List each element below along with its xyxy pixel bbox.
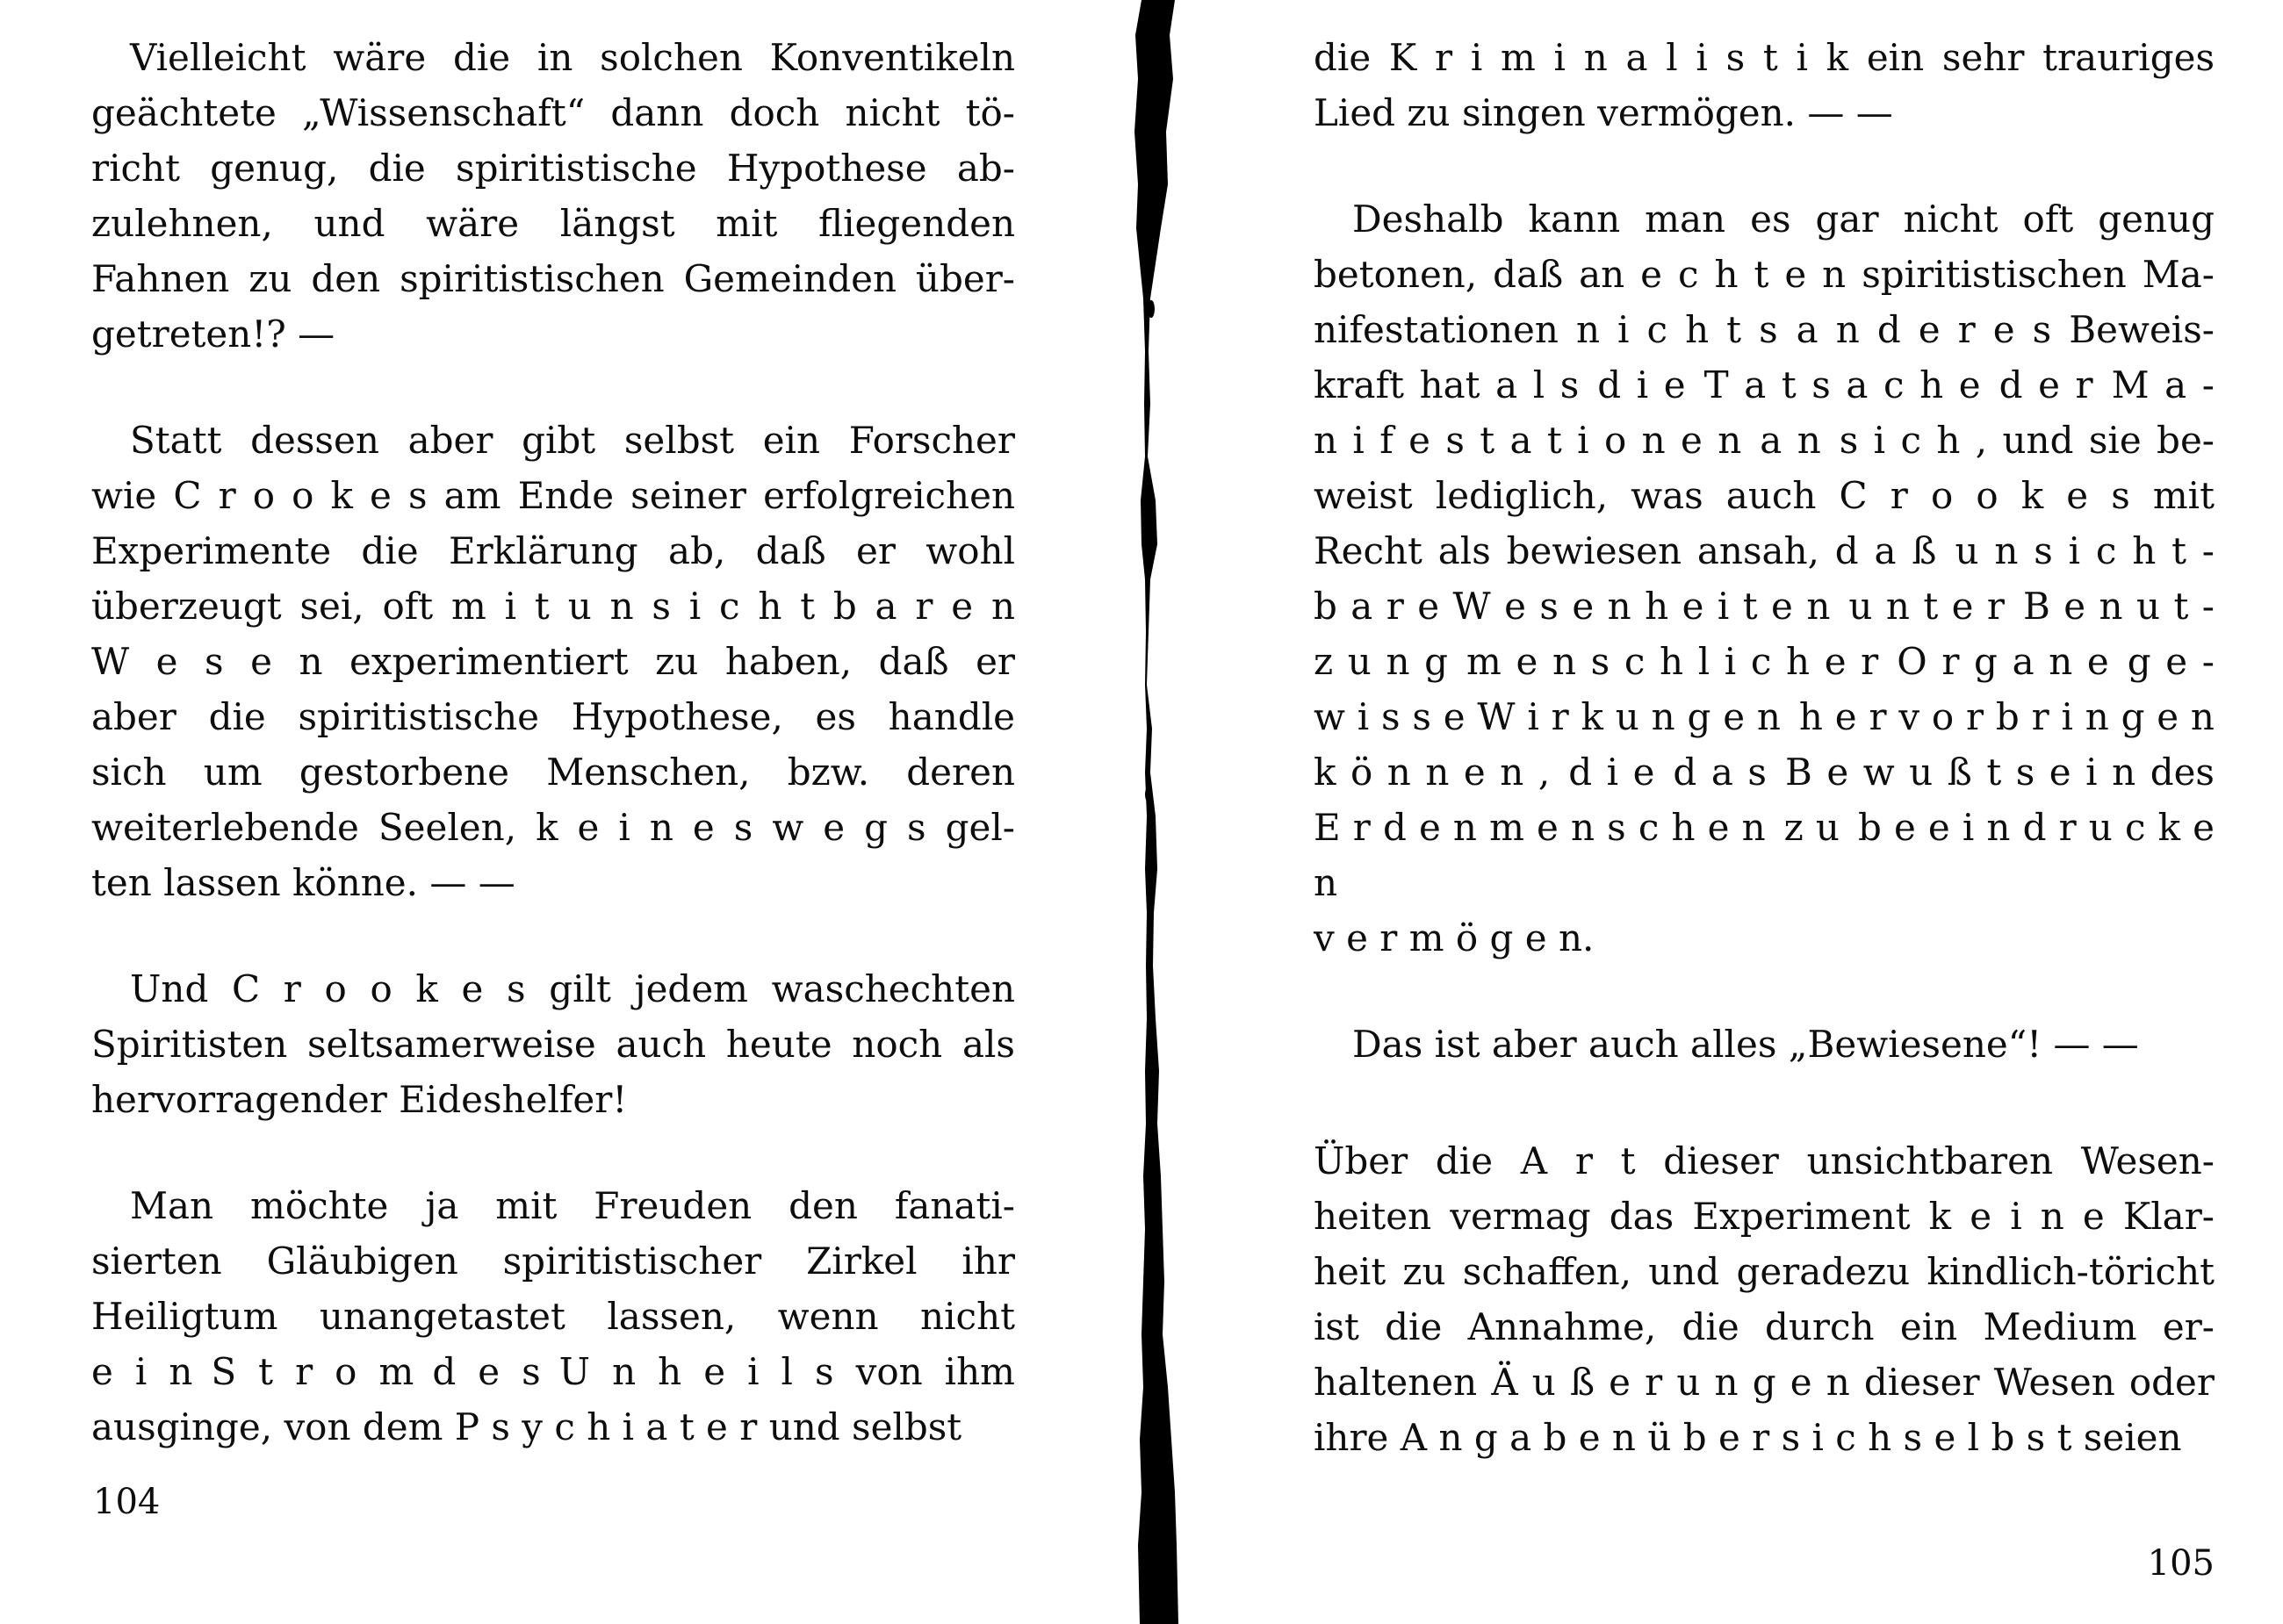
- text-line: Deshalb kann man es gar nicht oft genug: [1352, 198, 2215, 241]
- text-line: Spiritisten seltsamerweise auch heute noch als: [91, 1023, 1015, 1066]
- text-line: z u n g m e n s c h l i c h e r O r g a n e g e -: [1314, 640, 2215, 683]
- text-line: W e s e n experimentiert zu haben, daß er: [91, 640, 1015, 683]
- paragraph: [91, 961, 1015, 1127]
- paragraph: [1314, 191, 2227, 966]
- paragraph: [91, 30, 1015, 362]
- text-line: nifestationen n i c h t s a n d e r e s Beweis-: [1314, 308, 2215, 351]
- text-line: ist die Annahme, die durch ein Medium er-: [1314, 1305, 2215, 1348]
- text-line: Heiligtum unangetastet lassen, wenn nicht: [91, 1295, 1015, 1338]
- text-line: E r d e n m e n s c h e n z u b e e i n d r u c k e n: [1314, 806, 2227, 904]
- paragraph: [91, 413, 1015, 910]
- text-line: sierten Gläubigen spiritistischer Zirkel ihr: [91, 1240, 1015, 1283]
- text-line: heiten vermag das Experiment k e i n e Klar-: [1314, 1195, 2215, 1238]
- text-line: Experimente die Erklärung ab, daß er wohl: [91, 529, 1015, 572]
- paragraph: [1314, 1133, 2215, 1465]
- text-line: ausginge, von dem P s y c h i a t e r und selbst: [91, 1405, 962, 1448]
- text-line: sich um gestorbene Menschen, bzw. deren: [91, 751, 1015, 794]
- text-line: v e r m ö g e n.: [1314, 916, 1595, 959]
- book-binding-shadow: [1124, 0, 1212, 1624]
- text-line: k ö n n e n , d i e d a s B e w u ß t s e i n des: [1314, 751, 2215, 794]
- paragraph: [1314, 30, 2215, 140]
- text-line: betonen, daß an e c h t e n spiritistischen Ma-: [1314, 253, 2215, 296]
- text-line: haltenen Ä u ß e r u n g e n dieser Wesen oder: [1314, 1361, 2215, 1404]
- text-line: aber die spiritistische Hypothese, es handle: [91, 695, 1015, 738]
- text-line: Statt dessen aber gibt selbst ein Forscher: [130, 419, 1015, 462]
- text-line: weist lediglich, was auch C r o o k e s mit: [1314, 474, 2215, 517]
- page-number-right: 105: [2147, 1543, 2215, 1584]
- text-line: die K r i m i n a l i s t i k ein sehr trauriges: [1314, 36, 2215, 79]
- text-line: ten lassen könne. — —: [91, 861, 515, 904]
- text-line: überzeugt sei, oft m i t u n s i c h t b a r e n: [91, 585, 1015, 628]
- text-line: wie C r o o k e s am Ende seiner erfolgreichen: [91, 474, 1015, 517]
- page-left-text: [91, 30, 1015, 1455]
- text-line: Über die A r t dieser unsichtbaren Wesen-: [1314, 1139, 2215, 1182]
- text-line: b a r e W e s e n h e i t e n u n t e r B e n u t -: [1314, 585, 2215, 628]
- text-line: w i s s e W i r k u n g e n h e r v o r b r i n g e n: [1314, 695, 2215, 738]
- paragraph: [1314, 1017, 2215, 1072]
- text-line: kraft hat a l s d i e T a t s a c h e d e r M a -: [1314, 363, 2215, 406]
- page-right-text: [1314, 30, 2227, 1465]
- text-line: zulehnen, und wäre längst mit fliegenden: [91, 202, 1015, 245]
- text-line: Vielleicht wäre die in solchen Konventikeln: [130, 36, 1015, 79]
- paragraph: [91, 1178, 1015, 1455]
- text-line: n i f e s t a t i o n e n a n s i c h , und sie be-: [1314, 419, 2215, 462]
- page-number-left: 104: [93, 1482, 161, 1522]
- text-line: Fahnen zu den spiritistischen Gemeinden über-: [91, 257, 1015, 300]
- text-line: ihre A n g a b e n ü b e r s i c h s e l b s t seien: [1314, 1416, 2182, 1459]
- text-line: getreten!? —: [91, 313, 335, 356]
- text-line: weiterlebende Seelen, k e i n e s w e g s gel-: [91, 806, 1015, 849]
- text-line: Und C r o o k e s gilt jedem waschechten: [130, 967, 1015, 1010]
- text-line: Recht als bewiesen ansah, d a ß u n s i c h t -: [1314, 529, 2215, 572]
- text-line: hervorragender Eideshelfer!: [91, 1078, 628, 1121]
- text-line: Man möchte ja mit Freuden den fanati-: [130, 1184, 1015, 1227]
- text-line: Lied zu singen vermögen. — —: [1314, 91, 1893, 134]
- text-line: e i n S t r o m d e s U n h e i l s von ihm: [91, 1350, 1015, 1393]
- text-line: Das ist aber auch alles „Bewiesene“! — —: [1352, 1023, 2139, 1066]
- text-line: heit zu schaffen, und geradezu kindlich-töricht: [1314, 1250, 2215, 1293]
- text-line: richt genug, die spiritistische Hypothese ab-: [91, 147, 1015, 190]
- text-line: geächtete „Wissenschaft“ dann doch nicht tö-: [91, 91, 1015, 134]
